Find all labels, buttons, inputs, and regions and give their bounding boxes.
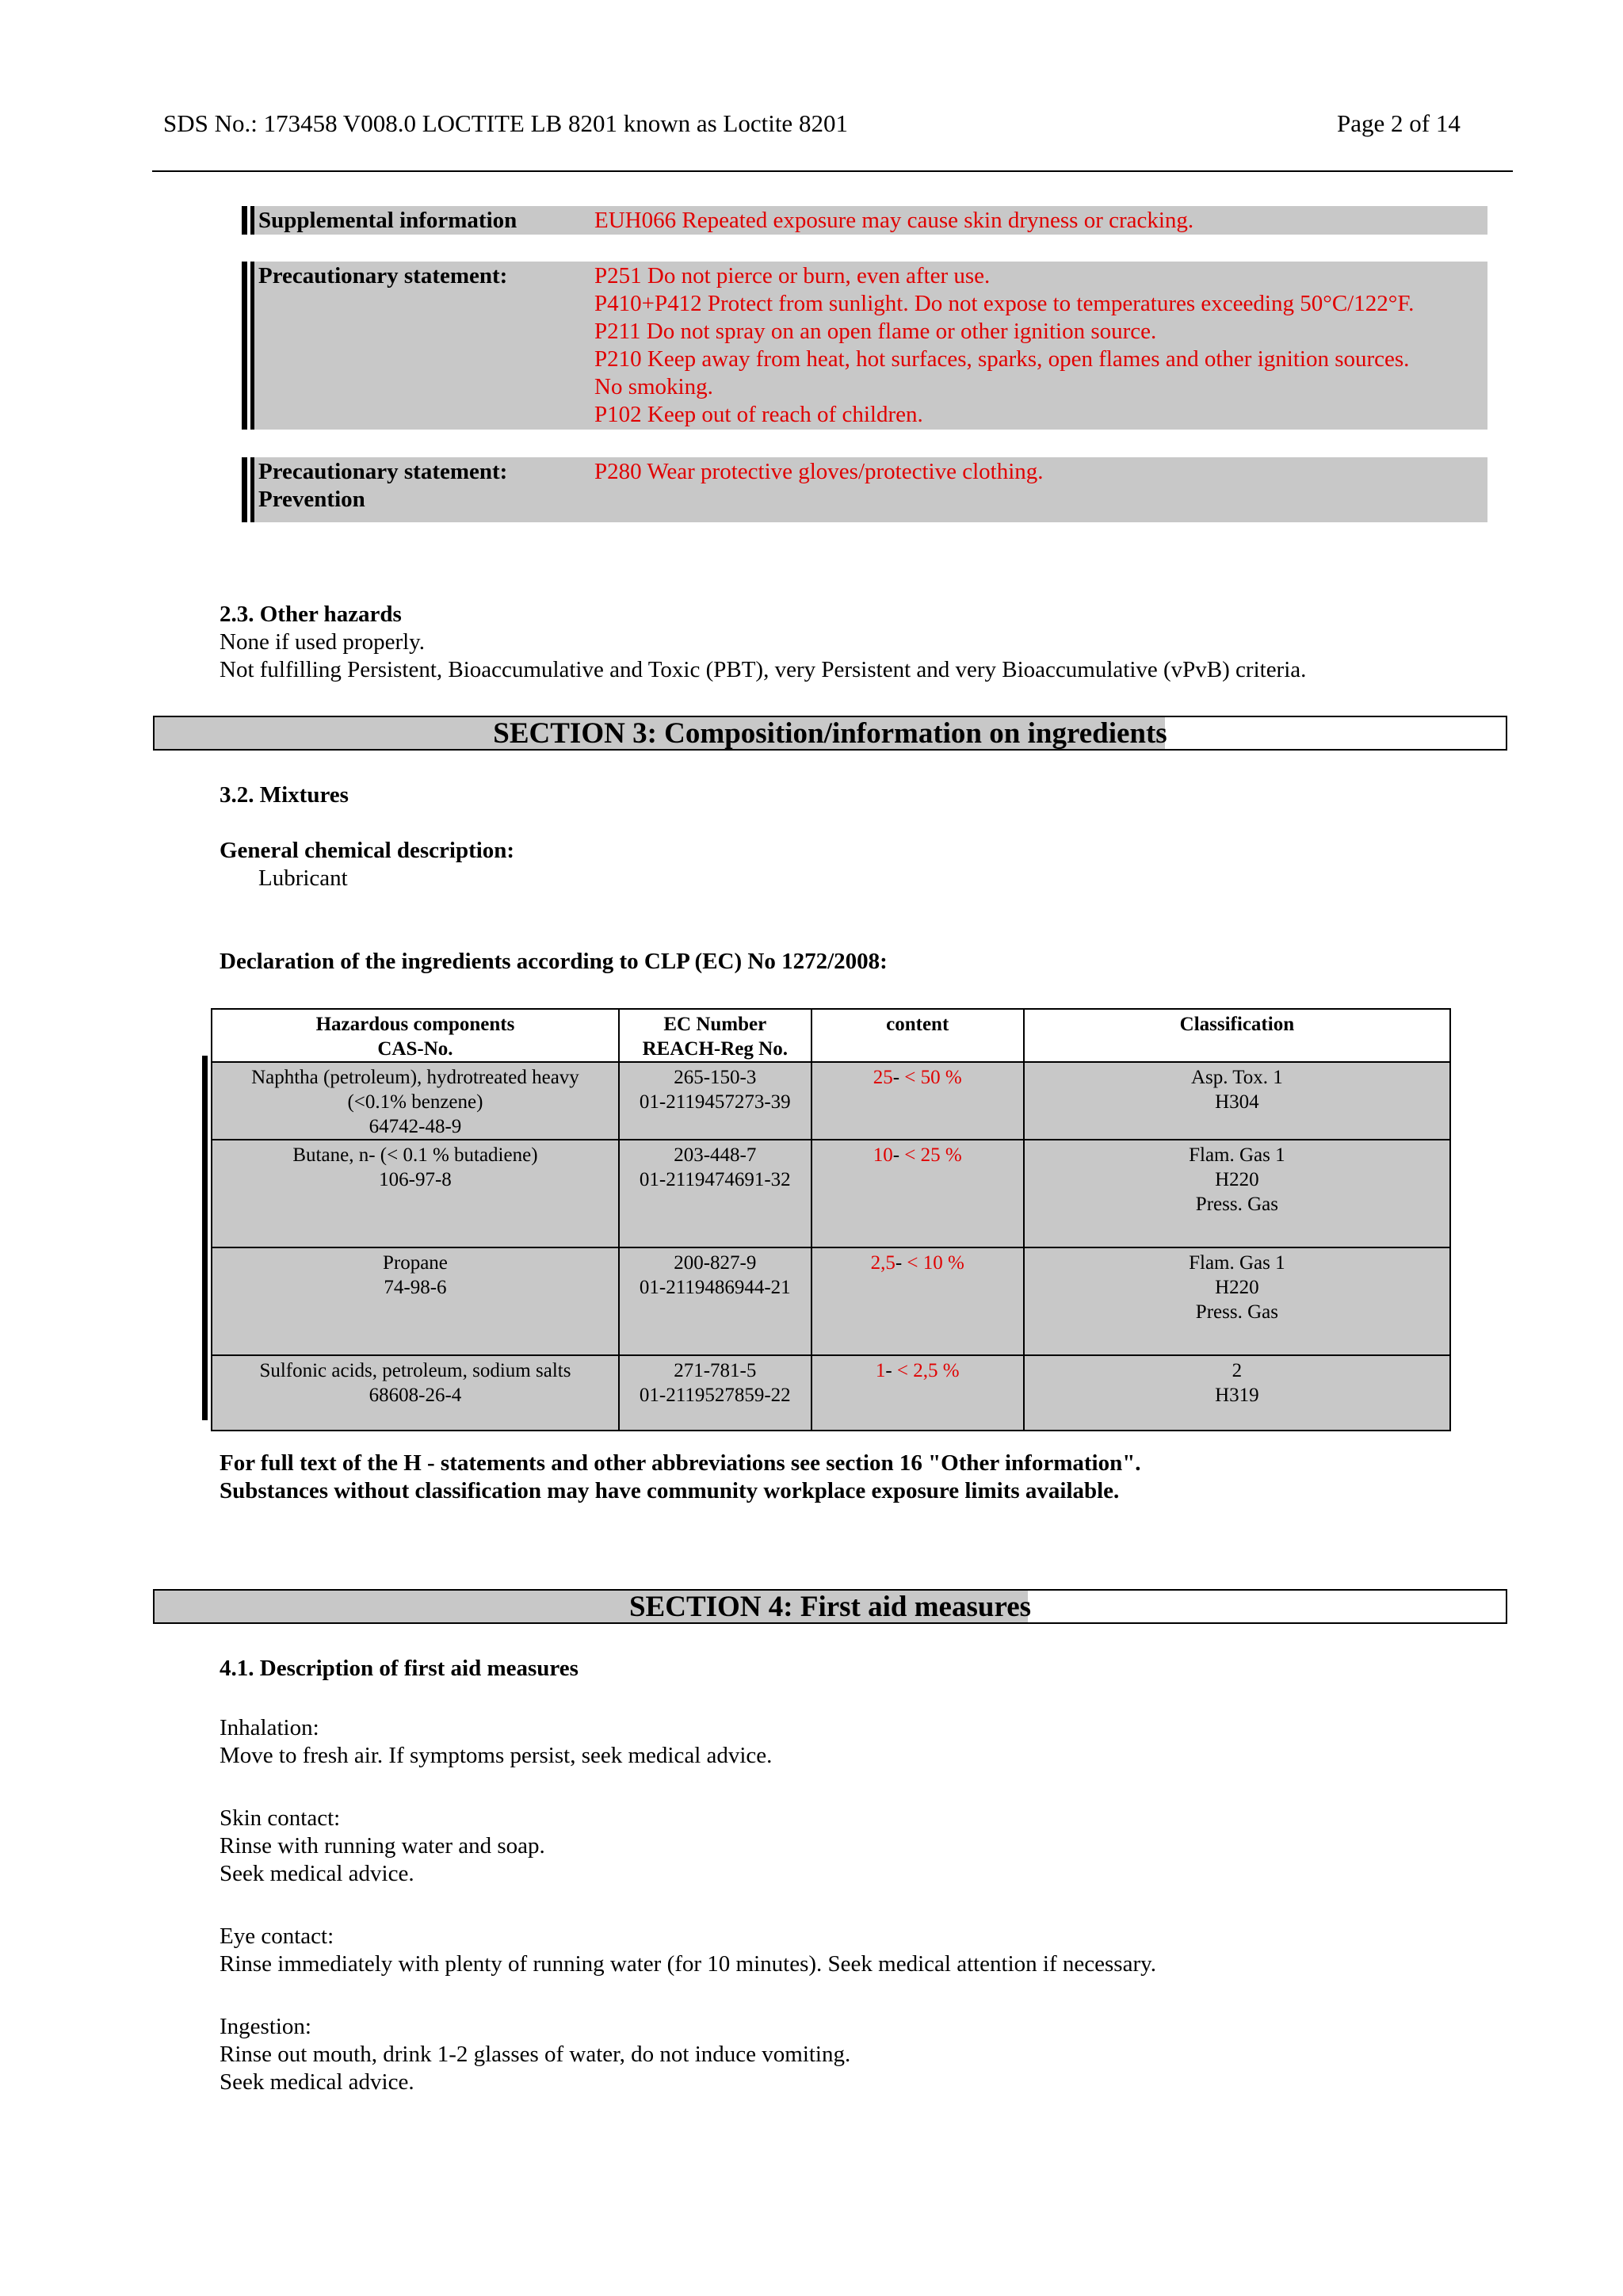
table-row [212, 1140, 1450, 1247]
col-header-classification: Classification [1024, 1009, 1450, 1062]
first-aid-heading: 4.1. Description of first aid measures [220, 1656, 579, 1681]
col-header-ec: EC Number REACH-Reg No. [619, 1009, 812, 1062]
revision-bar [250, 457, 254, 522]
gcd-label: General chemical description: [220, 838, 515, 863]
exposure-limits-note: Substances without classification may have community workplace exposure limits available. [220, 1478, 1120, 1503]
precautionary-label: Precautionary statement: [258, 263, 508, 288]
revision-bar [202, 1056, 208, 1420]
skin-contact-label: Skin contact: [220, 1805, 341, 1831]
eye-contact-label: Eye contact: [220, 1924, 334, 1949]
content-cell: 1- < 2,5 % [812, 1355, 1024, 1431]
component-cell: Naphtha (petroleum), hydrotreated heavy (<0.1% benzene) 64742-48-9 [212, 1062, 619, 1140]
supplemental-label: Supplemental information [258, 208, 517, 233]
ec-cell: 200-827-9 01-2119486944-21 [619, 1247, 812, 1355]
component-cell: Propane 74-98-6 [212, 1247, 619, 1355]
h-statements-note: For full text of the H - statements and other abbreviations see section 16 "Other information". [220, 1450, 1141, 1476]
statement-line: P210 Keep away from heat, hot surfaces, sparks, open flames and other ignition sources. [594, 346, 1410, 372]
statement-line: P211 Do not spray on an open flame or other ignition source. [594, 319, 1157, 344]
revision-bar [250, 262, 254, 430]
component-cell: Butane, n- (< 0.1 % butadiene) 106-97-8 [212, 1140, 619, 1247]
header-divider [152, 170, 1513, 172]
ingredients-table [211, 1008, 1451, 1431]
classification-cell: 2 H319 [1024, 1355, 1450, 1431]
statement-line: P410+P412 Protect from sunlight. Do not expose to temperatures exceeding 50°C/122°F. [594, 291, 1415, 316]
content-cell: 2,5- < 10 % [812, 1247, 1024, 1355]
table-row [212, 1355, 1450, 1431]
table-row [212, 1062, 1450, 1140]
revision-bar [242, 457, 247, 522]
table-row [212, 1247, 1450, 1355]
section-title: SECTION 3: Composition/information on ingredients [493, 717, 1167, 750]
classification-cell: Flam. Gas 1 H220 Press. Gas [1024, 1140, 1450, 1247]
revision-bar [242, 206, 247, 235]
ingestion-text: Rinse out mouth, drink 1-2 glasses of water, do not induce vomiting. [220, 2042, 851, 2067]
mixtures-heading: 3.2. Mixtures [220, 782, 349, 808]
classification-cell: Flam. Gas 1 H220 Press. Gas [1024, 1247, 1450, 1355]
prevention-text: P280 Wear protective gloves/protective clothing. [594, 459, 1044, 484]
supplemental-text: EUH066 Repeated exposure may cause skin dryness or cracking. [594, 208, 1194, 233]
skin-contact-text: Seek medical advice. [220, 1861, 414, 1886]
table-header-row [212, 1009, 1450, 1062]
page-number: Page 2 of 14 [1337, 109, 1461, 137]
ec-cell: 265-150-3 01-2119457273-39 [619, 1062, 812, 1140]
content-cell: 25- < 50 % [812, 1062, 1024, 1140]
col-header-content: content [812, 1009, 1024, 1062]
statement-line: P251 Do not pierce or burn, even after use. [594, 263, 991, 288]
section-3-header [153, 716, 1507, 751]
content-cell: 10- < 25 % [812, 1140, 1024, 1247]
classification-cell: Asp. Tox. 1 H304 [1024, 1062, 1450, 1140]
ingestion-text: Seek medical advice. [220, 2069, 414, 2095]
precautionary-statements [594, 262, 1414, 429]
section-title: SECTION 4: First aid measures [628, 1591, 1032, 1623]
statement-line: No smoking. [594, 374, 713, 399]
col-header-components: Hazardous components CAS-No. [212, 1009, 619, 1062]
other-hazards-heading: 2.3. Other hazards [220, 602, 402, 627]
statement-line: P102 Keep out of reach of children. [594, 402, 923, 427]
revision-bar [250, 206, 254, 235]
ingestion-label: Ingestion: [220, 2014, 311, 2039]
prevention-label: Precautionary statement: [258, 459, 508, 484]
other-hazards-line: Not fulfilling Persistent, Bioaccumulative and Toxic (PBT), very Persistent and very Bioaccumulative (vPvB) criteria. [220, 657, 1307, 682]
skin-contact-text: Rinse with running water and soap. [220, 1833, 545, 1859]
gcd-value: Lubricant [258, 865, 348, 891]
document-id: SDS No.: 173458 V008.0 LOCTITE LB 8201 known as Loctite 8201 [163, 109, 848, 137]
component-cell: Sulfonic acids, petroleum, sodium salts 68608-26-4 [212, 1355, 619, 1431]
section-4-header [153, 1589, 1507, 1624]
ec-cell: 203-448-7 01-2119474691-32 [619, 1140, 812, 1247]
revision-bar [242, 262, 247, 430]
prevention-label-2: Prevention [258, 487, 365, 512]
inhalation-text: Move to fresh air. If symptoms persist, seek medical advice. [220, 1743, 773, 1768]
other-hazards-line: None if used properly. [220, 629, 426, 655]
ec-cell: 271-781-5 01-2119527859-22 [619, 1355, 812, 1431]
inhalation-label: Inhalation: [220, 1715, 319, 1740]
eye-contact-text: Rinse immediately with plenty of running water (for 10 minutes). Seek medical attention if necessary. [220, 1951, 1156, 1977]
declaration-heading: Declaration of the ingredients according to CLP (EC) No 1272/2008: [220, 949, 888, 974]
